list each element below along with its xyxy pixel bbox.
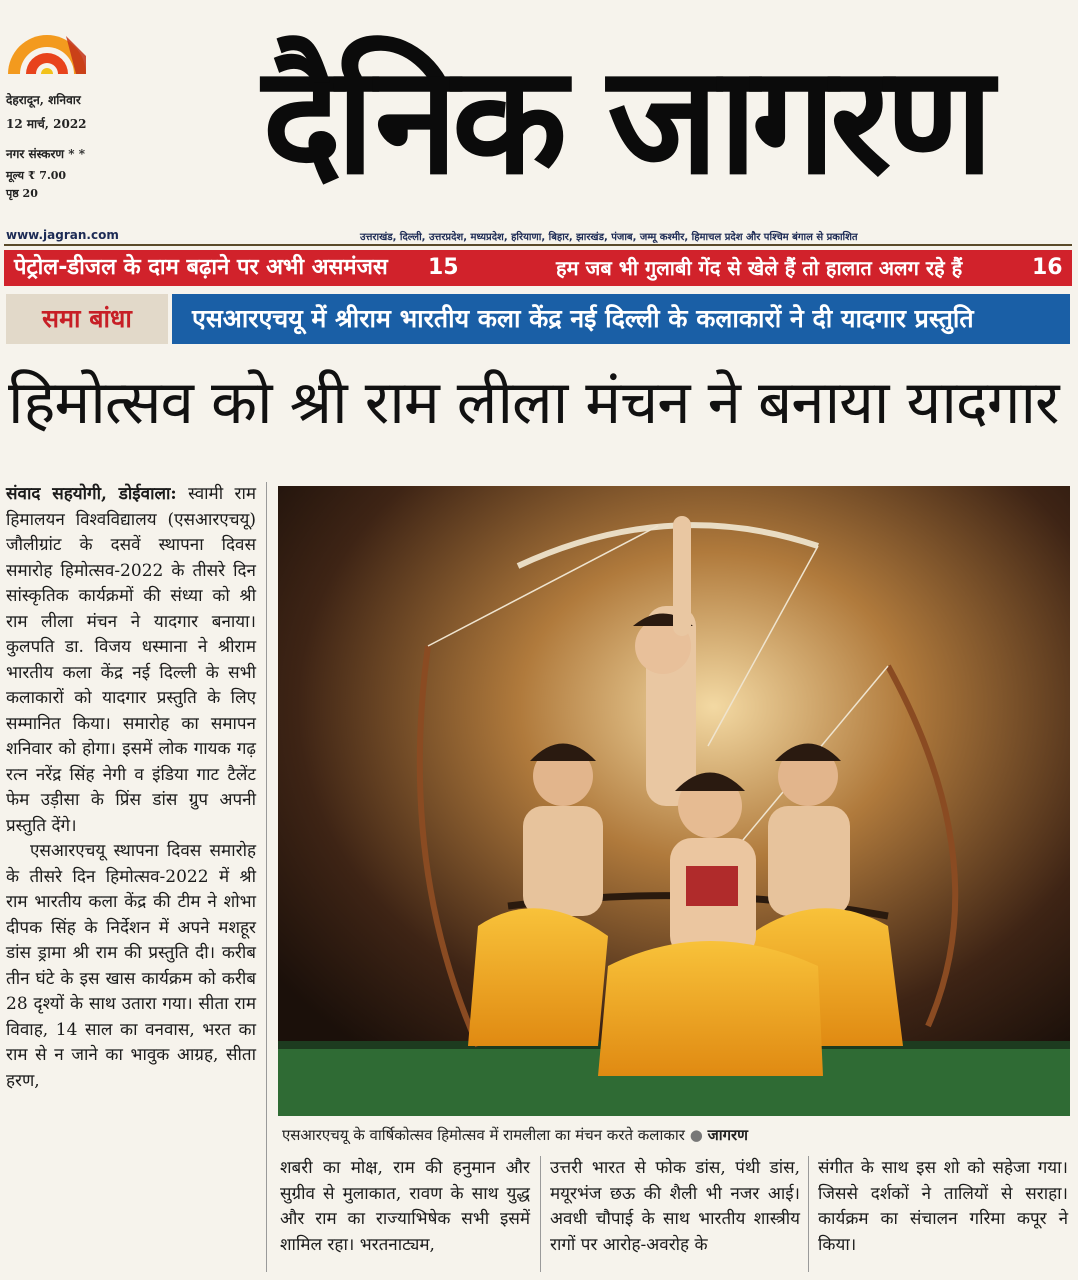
page-count: पृष्ठ 20 [6, 187, 38, 200]
website-link[interactable]: www.jagran.com [6, 228, 119, 242]
kicker-tag-label: समा बांधा [42, 304, 132, 333]
article-paragraph-2: एसआरएचयू स्थापना दिवस समारोह के तीसरे दिन हिमोत्सव-2022 में श्री राम भारतीय कला केंद्र की टीम ने शोभा दीपक सिंह के निर्देशन में अपने मशहूर डांस ड्रामा श्री राम की प्रस्तुति दी। करीब तीन घंटे के इस खास कार्यक्रम को करीब 28 दृश्यों के साथ उतारा गया। सीता राम विवाह, 14 साल का वनवास, भरत का राम से न जाने का भावुक आग्रह, सीता हरण, [6, 841, 256, 1091]
masthead-title: दैनिक जागरण [262, 34, 988, 208]
edition-city-day: देहरादून, शनिवार [6, 93, 81, 107]
column-divider [808, 1156, 809, 1272]
headline: हिमोत्सव को श्री राम लीला मंचन ने बनाया यादगार [8, 368, 1059, 438]
kicker-text: एसआरएचयू में श्रीराम भारतीय कला केंद्र नई दिल्ली के कलाकारों ने दी यादगार प्रस्तुति [192, 304, 974, 333]
article-column-4: संगीत के साथ इस शो को सहेजा गया। जिससे दर्शकों ने तालियों से सराहा। कार्यक्रम का संचालन गरिमा कपूर ने किया। [818, 1158, 1068, 1255]
publication-states: उत्तराखंड, दिल्ली, उत्तरप्रदेश, मध्यप्रदेश, हरियाणा, बिहार, झारखंड, पंजाब, जम्मू कश्मीर, हिमाचल प्रदेश और पश्चिम बंगाल से प्रकाशित [360, 232, 858, 243]
kicker-bar [172, 294, 1070, 344]
column-divider [266, 482, 267, 1272]
ramleela-performance-photo [278, 486, 1070, 1116]
article-column-2: शबरी का मोक्ष, राम की हनुमान और सुग्रीव से मुलाकात, रावण के साथ युद्ध और राम का राज्याभिषेक सभी इसमें शामिल रहा। भरतनाट्यम, [280, 1158, 530, 1255]
teaser-2-page: 16 [1032, 255, 1063, 280]
edition-label: नगर संस्करण * * [6, 147, 85, 161]
photo-credit: जागरण [707, 1126, 749, 1144]
caption-bullet-icon: ● [689, 1126, 703, 1144]
article-column-1 [6, 482, 256, 1094]
teaser-1-text[interactable]: पेट्रोल-डीजल के दाम बढ़ाने पर अभी असमंजस [14, 255, 388, 280]
teaser-1-page: 15 [428, 255, 459, 280]
caption-text: एसआरएचयू के वार्षिकोत्सव हिमोत्सव में रामलीला का मंचन करते कलाकार [282, 1126, 685, 1144]
article-column-3: उत्तरी भारत से फोक डांस, पंथी डांस, मयूरभंज छऊ की शैली भी नजर आई। अवधी चौपाई के साथ भारतीय शास्त्रीय रागों पर आरोह-अवरोह के [550, 1158, 800, 1255]
teaser-strip [4, 250, 1072, 286]
byline: संवाद सहयोगी, डोईवाला: [6, 484, 177, 504]
edition-date: 12 मार्च, 2022 [6, 117, 87, 131]
divider [4, 244, 1072, 246]
jagran-sun-logo [6, 30, 88, 76]
teaser-2-text[interactable]: हम जब भी गुलाबी गेंद से खेले हैं तो हालात अलग रहे हैं [556, 256, 963, 280]
paragraph-1-text: स्वामी राम हिमालयन विश्वविद्यालय (एसआरएचयू) जौलीग्रांट के दसवें स्थापना दिवस समारोह हिमोत्सव-2022 के तीसरे दिन सांस्कृतिक कार्यक्रमों की संध्या को श्री राम लीला मंचन ने यादगार बनाया। कुलपति डा. विजय धस्माना ने श्रीराम भारतीय कला केंद्र नई दिल्ली के सभी कलाकारों को यादगार प्रस्तुति के लिए सम्मानित किया। समारोह का समापन शनिवार को होगा। इसमें लोक गायक गढ़ रत्न नरेंद्र सिंह नेगी व इंडिया गाट टैलेंट फेम उड़ीसा के प्रिंस डांस ग्रुप अपनी प्रस्तुति देंगे। [6, 484, 257, 836]
price: मूल्य ₹ 7.00 [6, 169, 67, 182]
article-paragraph-1 [6, 482, 256, 839]
kicker-tag [6, 294, 168, 344]
column-divider [540, 1156, 541, 1272]
photo-caption [282, 1124, 748, 1146]
